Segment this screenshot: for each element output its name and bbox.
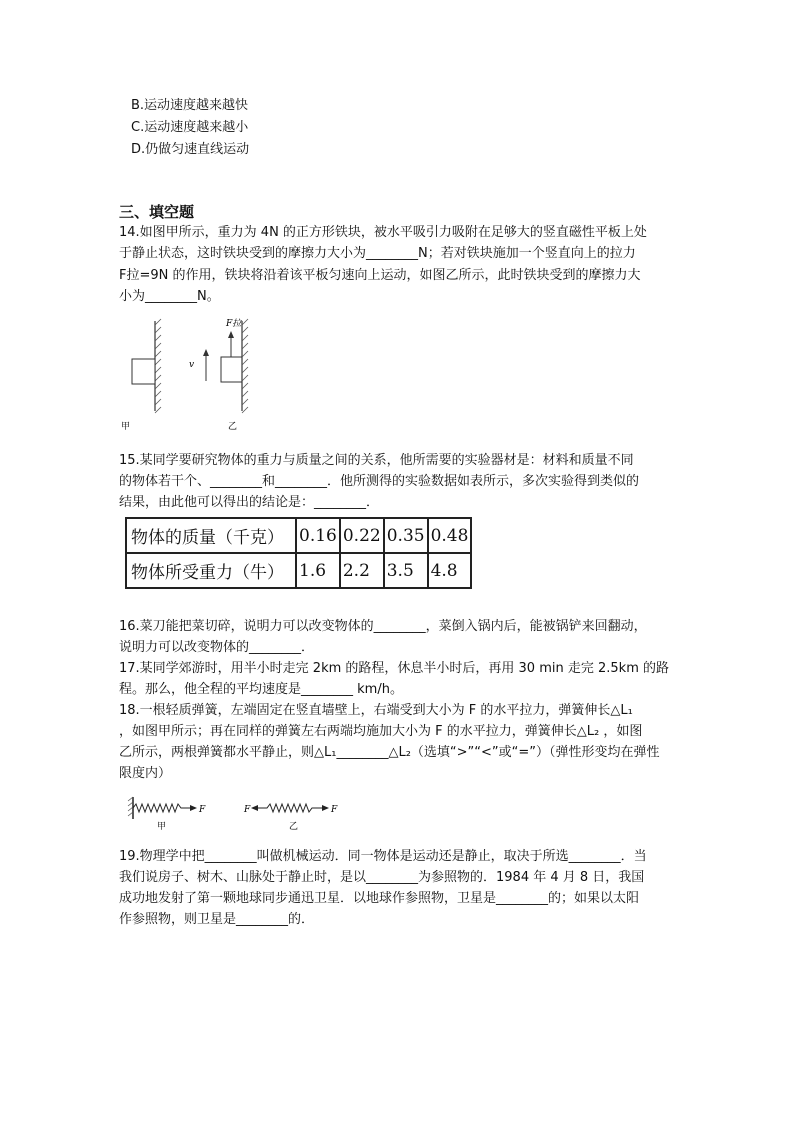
label-f-yi-left: F <box>244 805 251 815</box>
q14-line-1: 14.如图甲所示，重力为 4N 的正方形铁块，被水平吸引力吸附在足够大的竖直磁性平板上处 <box>119 225 647 240</box>
q14-line-2: 于静止状态，这时铁块受到的摩擦力大小为________N；若对铁块施加一个竖直向上的拉力 <box>119 246 636 261</box>
q15-line-2: 的物体若干个、________和________．他所测得的实验数据如表所示，多次实验得到类似的 <box>119 474 640 489</box>
label-f-pull: F拉 <box>226 319 242 329</box>
q16-line-2: 说明力可以改变物体的________． <box>119 640 315 655</box>
force-arrow-yi-left <box>251 805 258 811</box>
spring-jia <box>133 804 191 812</box>
q19-line-2: 我们说房子、树木、山脉处于静止时，是以________为参照物的．1984 年 4 月 8 日，我国 <box>119 870 645 885</box>
label-v: v <box>189 360 195 370</box>
wall-yi <box>242 319 248 413</box>
q15-line-1: 15.某同学要研究物体的重力与质量之间的关系，他所需要的实验器材是：材料和质量不同 <box>119 453 634 468</box>
option-b: B.运动速度越来越快 <box>131 98 249 113</box>
q19-line-4: 作参照物，则卫星是________的． <box>119 912 315 927</box>
table-cell: 0.16 <box>296 518 340 553</box>
label-yi: 乙 <box>289 822 299 832</box>
q17-line-2: 程。那么，他全程的平均速度是________ km/h。 <box>119 682 403 697</box>
q18-line-3: 乙所示，两根弹簧都水平静止，则△L₁________△L₂（选填“>”“<”或“=”）（弹性形变均在弹性 <box>119 745 660 760</box>
q18-line-2: ，如图甲所示；再在同样的弹簧左右两端均施加大小为 F 的水平拉力，弹簧伸长△L₂ ，如图 <box>119 724 643 739</box>
block-yi <box>221 357 242 382</box>
table-row <box>126 553 471 588</box>
label-jia: 甲 <box>121 422 131 432</box>
q18-line-4: 限度内） <box>119 766 172 781</box>
q14-line-3: F拉=9N 的作用，铁块将沿着该平板匀速向上运动，如图乙所示，此时铁块受到的摩擦力大 <box>119 268 641 283</box>
table-cell: 2.2 <box>340 553 384 588</box>
mass-weight-table <box>125 517 472 589</box>
force-arrow-jia <box>190 805 197 811</box>
label-yi: 乙 <box>228 422 238 432</box>
table-cell: 0.48 <box>428 518 472 553</box>
block-jia <box>132 359 155 384</box>
table-cell: 0.22 <box>340 518 384 553</box>
q18-line-1: 18.一根轻质弹簧，左端固定在竖直墙壁上，右端受到大小为 F 的水平拉力，弹簧伸长△L₁ <box>119 703 633 718</box>
spring-yi <box>258 804 323 812</box>
option-c: C.运动速度越来越小 <box>131 120 249 135</box>
q16-line-1: 16.菜刀能把菜切碎，说明力可以改变物体的________，菜倒入锅内后，能被锅铲来回翻动， <box>119 619 647 634</box>
wall-jia <box>155 319 161 413</box>
q17-line-1: 17.某同学郊游时，用半小时走完 2km 的路程，休息半小时后，再用 30 min 走完 2.5km 的路 <box>119 661 669 676</box>
label-jia: 甲 <box>157 822 167 832</box>
q14-figure <box>119 313 269 435</box>
table-cell: 3.5 <box>384 553 428 588</box>
row-header-mass: 物体的质量（千克） <box>126 518 296 553</box>
section-title: 三、填空题 <box>119 203 195 221</box>
table-cell: 1.6 <box>296 553 340 588</box>
table-row <box>126 518 471 553</box>
row-header-weight: 物体所受重力（牛） <box>126 553 296 588</box>
q19-line-1: 19.物理学中把________叫做机械运动．同一物体是运动还是静止，取决于所选________．当 <box>119 849 647 864</box>
option-d: D.仍做匀速直线运动 <box>131 142 250 157</box>
table-cell: 0.35 <box>384 518 428 553</box>
label-f-jia: F <box>199 805 206 815</box>
table-cell: 4.8 <box>428 553 472 588</box>
velocity-arrow <box>203 349 209 356</box>
q15-line-3: 结果，由此他可以得出的结论是：________． <box>119 495 380 510</box>
force-arrow <box>228 331 234 338</box>
q18-figure <box>119 789 347 835</box>
q14-line-4: 小为________N。 <box>119 289 220 304</box>
force-arrow-yi-right <box>322 805 329 811</box>
label-f-yi-right: F <box>331 805 338 815</box>
q19-line-3: 成功地发射了第一颗地球同步通迅卫星．以地球作参照物，卫星是________的；如果以太阳 <box>119 891 640 906</box>
